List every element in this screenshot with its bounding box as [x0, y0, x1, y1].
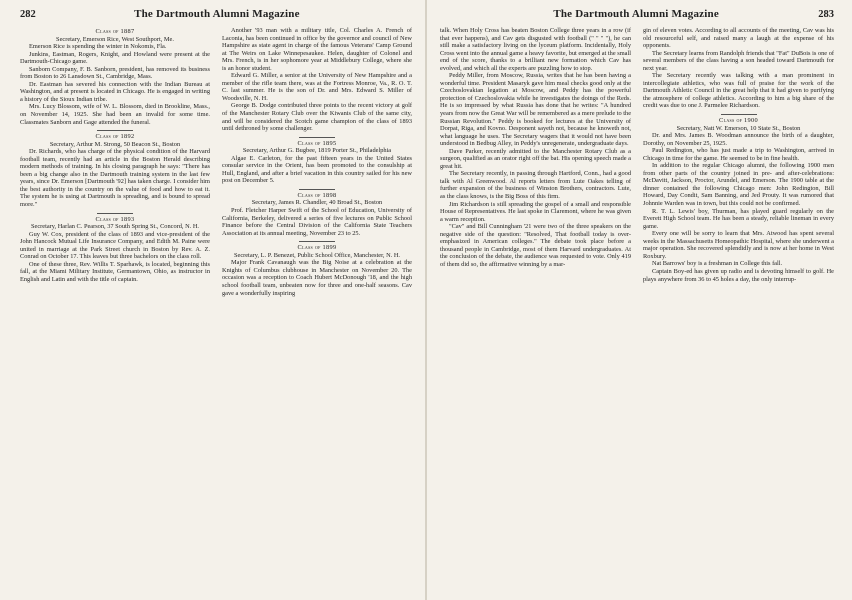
secretary-line: Secretary, Harlan C. Pearson, 37 South Spring St., Concord, N. H.	[30, 223, 200, 231]
paragraph: Sanborn Company, F. B. Sanborn, president, has removed its business from Boston to 26 Lansdown St., Cambridge, Mass.	[20, 65, 210, 81]
class-heading: Class of 1895	[297, 139, 337, 147]
paragraph: Dave Parker, recently admitted to the Manchester Rotary Club as a surgeon, qualified as an orator right off the bat. His opening speech made a great hit.	[440, 147, 631, 170]
running-head-right	[440, 8, 834, 24]
page-number-right: 283	[818, 9, 834, 20]
paragraph: George B. Dodge contributed three points to the recent victory at golf of the Manchester Rotary Club over the Kiwanis Club of the same city, and will be considered the Scotch game champion of the class of 1893 until dethroned by some challenger.	[222, 102, 412, 133]
paragraph: Paul Redington, who has just made a trip to Washington, arrived in Chicago in time for the game. He seemed to be in fine health.	[643, 147, 834, 162]
paragraph: One of these three, Rev. Willis T. Sparhawk, is located, beginning this fall, at the Miami Military Institute, Germantown, Ohio, as instructor in English and Latin and with the title of captain.	[20, 260, 210, 283]
paragraph: Emerson Rice is spending the winter in Nokomis, Fla.	[29, 43, 167, 51]
continued-paragraph: talk. When Holy Cross has beaten Boston College three years in a row (if that ever happens), and Cav gets disgusted with football (" " " "), he can still make a satisfactory living on the lyceum platform. Incidentally, Holy Cross went into the annual game a heavy favorite, but emerged at the small end of the score, thanks to a brilliant new formation which Cav has evolved, and which all the experts are puzzling how to stop.	[440, 27, 631, 72]
paragraph: Dr. Eastman has severed his connection with the Indian Bureau at Washington, and at present is located in Chicago. He is engaged in writing a history of the Sioux Indian tribe.	[20, 80, 210, 103]
section-divider	[721, 114, 757, 115]
continued-paragraph: gin of eleven votes. According to all accounts of the meeting, Cav was his old resourceful self, and raised many a laugh at the expense of his opponents.	[643, 27, 834, 50]
paragraph: Algae E. Carleton, for the past fifteen years in the United States consular service in the Orient, has been promoted to the consulship at Hull, England, and after a brief vacation in this country sailed for his new post on December 5.	[222, 154, 412, 185]
left-column-1	[20, 27, 210, 297]
running-title-right: The Dartmouth Alumni Magazine	[553, 8, 719, 20]
paragraph: Prof. Fletcher Harper Swift of the School of Education, University of California, Berkeley, delivered a series of five lectures on Public School Finance before the Central Division of the California State Teachers Association at its annual meeting, November 23 to 25.	[222, 207, 412, 237]
paragraph: R. T. L. Lewis' boy, Thurman, has played guard regularly on the Everett High School team. He has been a steady, reliable lineman in every game.	[643, 207, 834, 230]
secretary-line: Secretary, James R. Chandler, 40 Broad St., Boston	[251, 199, 383, 207]
paragraph: "Cav" and Bill Cunningham '21 were two of the three speakers on the negative side of the question: "Resolved, That football today is over-emphasized in American colleges." The debate took place before a thousand people in Cambridge, most of them Harvard undergraduates. At the conclusion of the debate, the audience was requested to vote. Only 419 of them did so, the affirmative winning by a mar-	[440, 223, 631, 268]
right-column-2	[643, 27, 834, 283]
class-heading: Class of 1900	[719, 117, 758, 125]
paragraph: Dr. Richards, who has charge of the physical condition of the Harvard football team, recently had an article in the Boston Herald describing modern methods of training. In his closing paragraph he says: "There has been a big change also in the Dartmouth training system in the last few years, since Dr. Emerson [Dartmouth '92] has taken charge. I consider him the best authority in the country on the value of food and how to eat it. The system he is using at Dartmouth is spreading, and is bound to spread more."	[20, 148, 210, 209]
section-divider	[97, 213, 133, 214]
paragraph: Nat Barrows' boy is a freshman in College this fall.	[652, 260, 783, 268]
secretary-line: Secretary, Arthur M. Strong, 50 Beacon St., Boston	[49, 140, 181, 148]
paragraph: In addition to the regular Chicago alumni, the following 1900 men from other parts of the country joined in pre- and after-celebrations: McDavitt, Jackson, Proctor, Arundel, and Emerson. The 1900 table at the dinner contained the following Chicago men: John Redington, Bill Howard, Day Condit, Sam Banning, and Jed Prouty. It was rumored that Johnnie Warden was in town, but this could not be confirmed.	[643, 162, 834, 208]
paragraph: Mrs. Lucy Blossom, wife of W. L. Blossom, died in Brookline, Mass., on November 14, 1925. She had been an invalid for some time. Classmates Sanborn and Gage attended the funeral.	[20, 103, 210, 126]
running-head-left	[20, 8, 412, 24]
class-heading: Class of 1892	[95, 133, 135, 141]
secretary-line: Secretary, L. P. Benezet, Public School Office, Manchester, N. H.	[233, 251, 401, 259]
paragraph: Edward G. Miller, a senior at the University of New Hampshire and a member of the rifle team there, was at the Fortress Monroe, Va., R. O. T. C. last summer. He is the son of Dr. and Mrs. Edward S. Miller of Woodsville, N. H.	[222, 72, 412, 102]
section-divider	[299, 241, 335, 242]
class-heading: Class of 1899	[297, 244, 337, 252]
section-divider	[299, 137, 335, 138]
right-column-1	[440, 27, 631, 283]
secretary-line: Secretary, Natt W. Emerson, 10 State St., Boston	[676, 124, 801, 132]
paragraph: Every one will be sorry to learn that Mrs. Atwood has spent several weeks in the Massachusetts Homeopathic Hospital, where she underwent a major operation. She recovered splendidly and is now at her home in West Roxbury.	[643, 230, 834, 260]
section-divider	[97, 130, 133, 131]
left-column-2	[222, 27, 412, 297]
paragraph: Another '93 man with a military title, Col. Charles A. French of Laconia, has been continued in office by the governor and council of New Hampshire as state agent in charge of the famous Veterans' Camp Ground at The Weirs on Lake Winnepesaukee. Helen, daughter of Colonel and Mrs. French, is in her sophomore year at Middlebury College, where she is an honor student.	[222, 27, 412, 72]
secretary-line: Secretary, Emerson Rice, West Southport, Me.	[56, 35, 174, 43]
section-divider	[299, 189, 335, 190]
right-page	[426, 0, 852, 600]
class-heading: Class of 1887	[95, 28, 135, 35]
paragraph: Guy W. Cox, president of the class of 1893 and vice-president of the John Hancock Mutual Life Insurance Company, and Edith M. Paine were united in marriage at the Park Street church in Boston by Rev. A. Z. Conrad on October 17. This leaves but three bachelors on the class roll.	[20, 230, 210, 261]
page-number-left: 282	[20, 9, 36, 20]
paragraph: Junkins, Eastman, Rogers, Knight, and Howland were present at the Dartmouth-Chicago game.	[20, 50, 210, 66]
class-heading: Class of 1893	[95, 215, 135, 223]
running-title-left: The Dartmouth Alumni Magazine	[134, 8, 300, 20]
paragraph: The Secretary recently, in passing through Hartford, Conn., had a good talk with Al Greenwood. Al reports letters from Lute Oakes telling of further expansion of the business of Winston Brothers, contractors. Lute, as the class knows, is the Big Boss of this firm.	[440, 170, 631, 201]
paragraph: Jim Richardson is still spreading the gospel of a small and responsible House of Representatives. He last spoke in Claremont, where he was given a warm reception.	[440, 200, 631, 223]
paragraph: The Secretary learns from Randolph friends that "Fat" DuBois is one of several members of the class having a son headed toward Dartmouth for next year.	[643, 49, 834, 72]
paragraph: Peddy Miller, from Moscow, Russia, writes that he has been having a wonderful time. President Masaryk gave him meal checks good only at the Czechoslovakian legation at Moscow, and Peddy has the powerful protection of Czechoslovakia while he investigates the doings of the Reds. He is so impressed by what Russia has done that he writes: "A hundred years from now the Great War will be remembered as a mere prelude to the Russian Revolution." Peddy is booked for lectures at the University of Dorpat, Riga, and Kovno. Desponent sayeth not, because he knoweth not, what language he uses. The Secretary wagers that it would not have been understood in Bedbug Alley, in Peddy's unregenerate, undergraduate days.	[440, 72, 632, 148]
paragraph: The Secretary recently was talking with a man prominent in intercollegiate athletics, who was full of praise for the work of the Dartmouth Athletic Council in the great help that it had given to purifying the atmosphere of college athletics. According to him a big share of the credit was due to one J. Parmelee Richardson.	[643, 72, 834, 110]
paragraph: Major Frank Cavanaugh was the Big Noise at a celebration at the Knights of Columbus clubhouse in Manchester on November 20. The occasion was a reception to Coach Hubert McDonough '18, and the high school football team, unbeaten now for three and one-half seasons. Cav gave a wonderfully inspiring	[222, 259, 412, 297]
paragraph: Captain Boy-ed has given up radio and is devoting himself to golf. He plays anywhere from 36 to 45 holes a day, the only interrup-	[643, 267, 834, 283]
class-heading: Class of 1898	[297, 191, 337, 199]
secretary-line: Secretary, Arthur G. Bugbee, 1819 Porter St., Philadelphia	[242, 147, 392, 155]
paragraph: Dr. and Mrs. James B. Woodman announce the birth of a daughter, Dorothy, on November 25, 1925.	[643, 132, 834, 147]
